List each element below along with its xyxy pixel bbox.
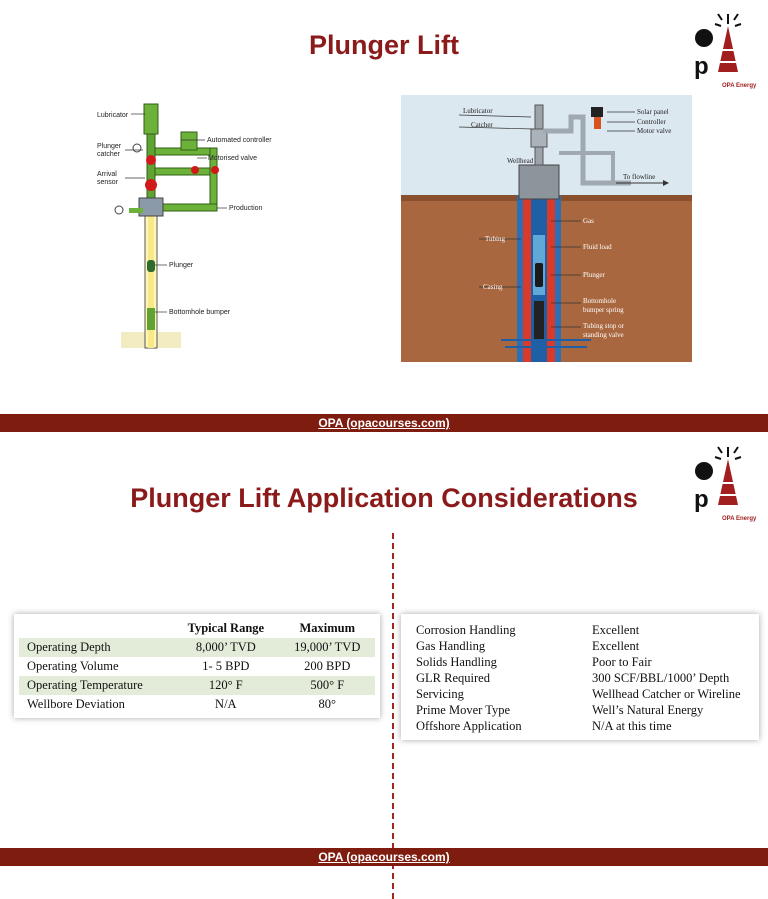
characteristics-table-card xyxy=(401,614,759,740)
label-r-tubing-stop-2: standing valve xyxy=(583,331,624,339)
opa-logo xyxy=(688,443,757,523)
table-row xyxy=(416,622,756,638)
cell-label: Prime Mover Type xyxy=(416,703,511,717)
logo-text: OPA Energy xyxy=(722,516,757,522)
opa-logo xyxy=(688,10,757,90)
cell-label: Wellbore Deviation xyxy=(27,697,125,711)
table-row xyxy=(19,676,375,695)
label-motorised-valve: Motorised valve xyxy=(208,155,258,162)
cell-maximum: 200 BPD xyxy=(304,659,351,673)
svg-text:p: p xyxy=(694,486,709,513)
cell-value: Wellhead Catcher or Wireline xyxy=(592,687,741,701)
label-r-catcher: Catcher xyxy=(471,121,493,129)
slide-title: Plunger Lift Application Considerations xyxy=(130,483,638,513)
label-plunger: Plunger xyxy=(169,262,194,269)
label-lubricator: Lubricator xyxy=(97,112,129,119)
cell-value: Excellent xyxy=(592,623,640,637)
label-r-bottomhole-1: Bottomhole xyxy=(583,297,617,305)
cell-label: Operating Volume xyxy=(27,659,119,673)
label-arrival-sensor-1: Arrival xyxy=(97,171,117,178)
label-bottomhole-bumper: Bottomhole bumper xyxy=(169,309,231,316)
plunger-lift-diagram-right xyxy=(401,95,692,362)
label-r-plunger: Plunger xyxy=(583,271,605,279)
label-r-solar-panel: Solar panel xyxy=(637,108,669,116)
cell-label: Gas Handling xyxy=(416,639,486,653)
header-typical-range: Typical Range xyxy=(187,621,265,635)
cell-label: Corrosion Handling xyxy=(416,623,516,637)
cell-typical: 120° F xyxy=(208,678,243,692)
table-row xyxy=(19,638,375,657)
label-r-lubricator: Lubricator xyxy=(463,107,493,115)
cell-maximum: 80° xyxy=(318,697,337,711)
plunger-lift-diagram-left xyxy=(95,100,295,352)
label-r-fluid-load: Fluid load xyxy=(583,243,612,251)
table-row xyxy=(416,702,756,718)
label-plunger-catcher-2: catcher xyxy=(97,151,120,158)
cell-maximum: 500° F xyxy=(310,678,345,692)
footer-link[interactable]: OPA (opacourses.com) xyxy=(0,848,768,866)
label-r-tubing: Tubing xyxy=(485,235,505,243)
cell-value: 300 SCF/BBL/1000’ Depth xyxy=(592,671,730,685)
label-production: Production xyxy=(229,205,263,212)
table-row xyxy=(19,657,375,676)
cell-typical: 1- 5 BPD xyxy=(202,659,250,673)
table-row xyxy=(416,638,756,654)
label-r-casing: Casing xyxy=(483,283,503,291)
table-header-row xyxy=(19,619,375,638)
label-automated-controller: Automated controller xyxy=(207,137,272,144)
cell-label: Offshore Application xyxy=(416,719,522,733)
cell-label: Solids Handling xyxy=(416,655,497,669)
cell-value: N/A at this time xyxy=(592,719,672,733)
table-row xyxy=(19,695,375,714)
typical-range-table xyxy=(19,619,375,714)
label-r-tubing-stop-1: Tubing stop or xyxy=(583,322,624,330)
cell-typical: N/A xyxy=(215,697,237,711)
cell-label: Servicing xyxy=(416,687,464,701)
table-row xyxy=(416,718,756,734)
label-r-to-flowline: To flowline xyxy=(623,173,656,181)
characteristics-table xyxy=(416,622,756,734)
logo-text: OPA Energy xyxy=(722,83,757,89)
cell-maximum: 19,000’ TVD xyxy=(294,640,361,654)
label-r-bottomhole-2: bumper spring xyxy=(583,306,624,314)
cell-label: GLR Required xyxy=(416,671,490,685)
label-r-wellhead: Wellhead xyxy=(507,157,534,165)
slide-plunger-lift xyxy=(0,0,768,433)
cell-typical: 8,000’ TVD xyxy=(195,640,256,654)
cell-label: Operating Temperature xyxy=(27,678,143,692)
cell-value: Excellent xyxy=(592,639,640,653)
label-arrival-sensor-2: sensor xyxy=(97,179,119,186)
footer-link[interactable]: OPA (opacourses.com) xyxy=(0,414,768,432)
label-r-gas: Gas xyxy=(583,217,594,225)
header-blank xyxy=(19,619,172,638)
dashed-divider xyxy=(392,533,394,899)
label-r-motor-valve: Motor valve xyxy=(637,127,672,135)
table-row xyxy=(416,686,756,702)
label-r-controller: Controller xyxy=(637,118,666,126)
slide-title: Plunger Lift xyxy=(309,30,459,60)
table-row xyxy=(416,670,756,686)
cell-value: Poor to Fair xyxy=(592,655,652,669)
slide-application-considerations xyxy=(0,433,768,866)
cell-value: Well’s Natural Energy xyxy=(592,703,704,717)
table-row xyxy=(416,654,756,670)
label-plunger-catcher-1: Plunger xyxy=(97,143,122,150)
header-maximum: Maximum xyxy=(299,621,356,635)
cell-label: Operating Depth xyxy=(27,640,111,654)
svg-text:p: p xyxy=(694,53,709,80)
typical-range-table-card xyxy=(14,614,380,718)
